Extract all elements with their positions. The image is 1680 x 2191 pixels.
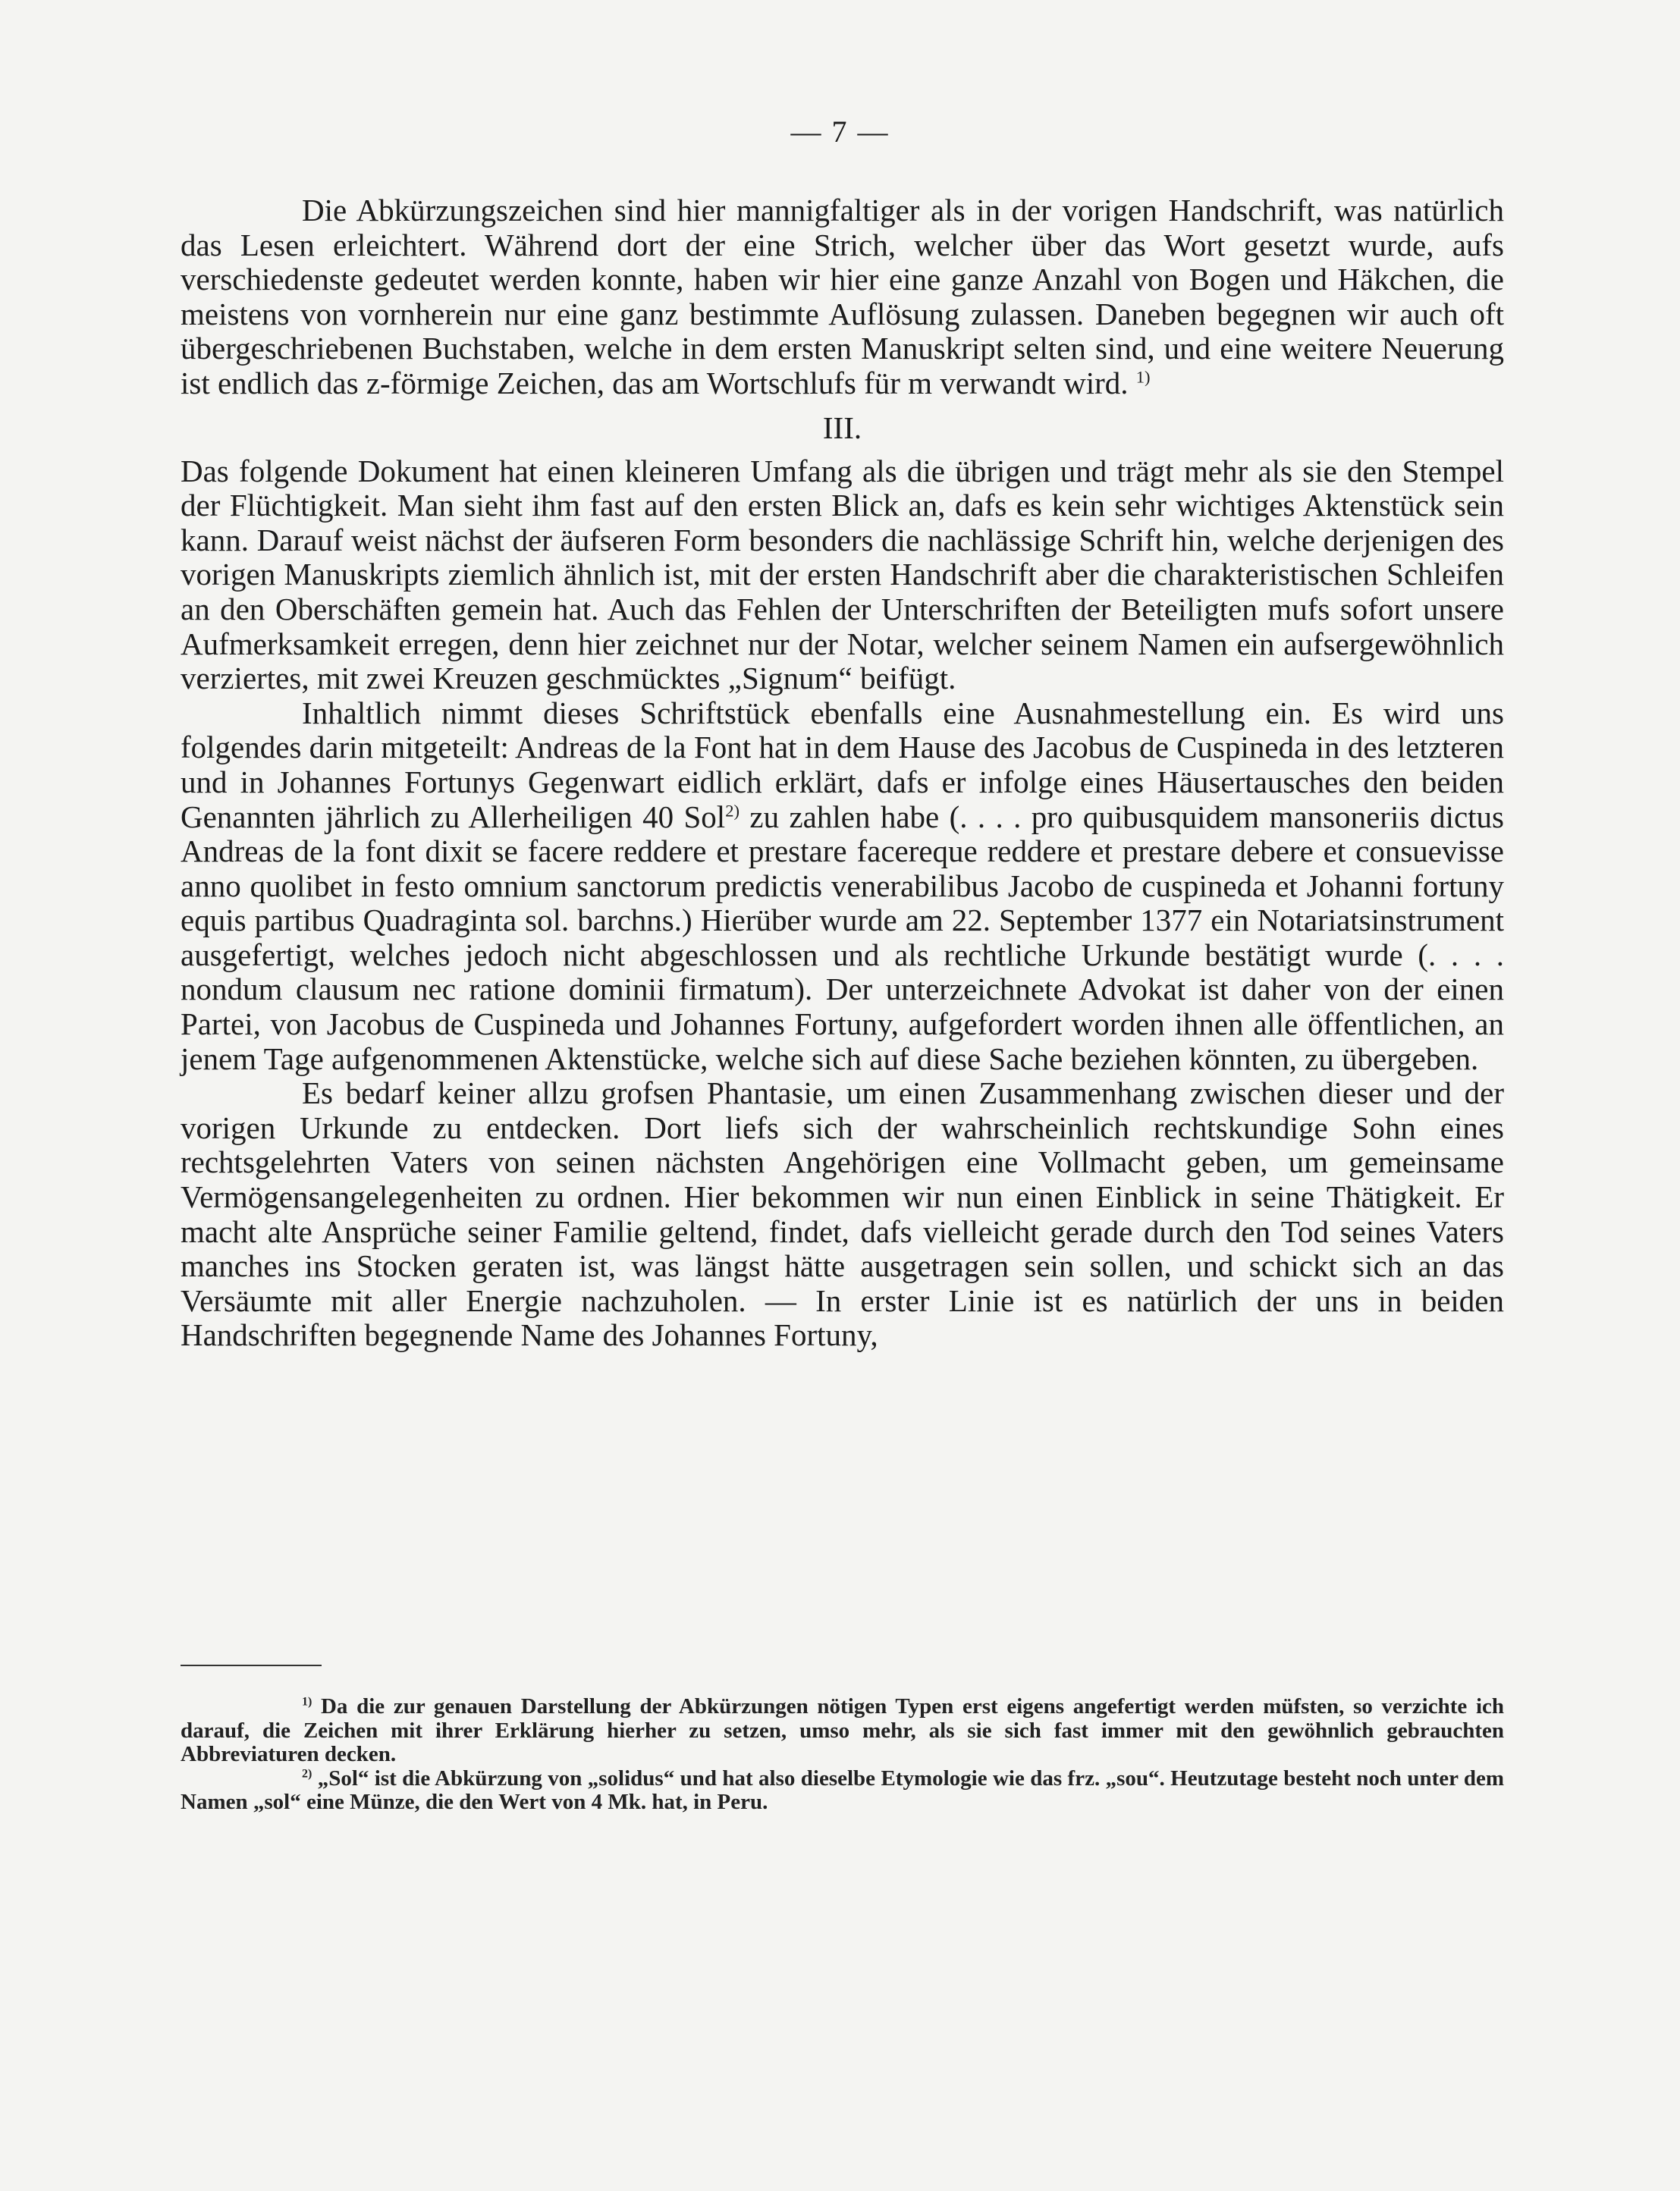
footnote-ref-2: 2) xyxy=(725,800,740,820)
footnote-2 xyxy=(181,1767,1504,1815)
footnote-mark-1: 1) xyxy=(302,1695,312,1709)
footnote-mark-2: 2) xyxy=(302,1766,312,1780)
section-heading: III. xyxy=(822,410,862,445)
footnote-1 xyxy=(181,1695,1504,1767)
main-text xyxy=(181,193,1504,1353)
footnote-divider xyxy=(181,1665,322,1666)
paragraph-text: Inhaltlich nimmt dieses Schriftstück ebenfalls eine Ausnahmestellung ein. Es wird uns folgendes darin mitgeteilt: Andreas de la Font hat in dem Hause des Jacobus de Cuspineda in des letzteren und in Johannes Fortunys Gegenwart eidlich erklärt, dafs er infolge eines Häusertausches den beiden Genannten jährlich zu Allerheiligen 40 Sol xyxy=(181,695,1504,834)
paragraph-text: zu zahlen habe (. . . . pro quibusquidem mansoneriis dictus Andreas de la font dixit se facere reddere et prestare facereque reddere et prestare debere et consuevisse anno quolibet in festo omnium sanctorum predictis venerabilibus Jacobo de cuspineda et Johanni fortuny equis partibus Quadraginta sol. barchns.) Hierüber wurde am 22. September 1377 ein Notariatsinstrument ausgefertigt, welches jedoch nicht abgeschlossen und als rechtliche Urkunde bestätigt wurde (. . . . nondum clausum nec ratione dominii firmatum). Der unterzeichnete Advokat ist daher von der einen Partei, von Jacobus de Cuspineda und Johannes Fortuny, aufgefordert worden ihnen alle öffentlichen, an jenem Tage aufgenommenen Aktenstücke, welche sich auf diese Sache beziehen könnten, zu übergeben. xyxy=(181,799,1505,1076)
footnote-text: „Sol“ ist die Abkürzung von „solidus“ und hat also dieselbe Etymologie wie das frz. „sou“. Heutzutage besteht noch unter dem Namen „sol“ eine Münze, die den Wert von 4 Mk. hat, in Peru. xyxy=(181,1766,1505,1814)
footnotes xyxy=(181,1695,1504,1815)
footnote-ref-1: 1) xyxy=(1135,367,1151,387)
paragraph-abbreviations xyxy=(181,193,1504,401)
footnote-text: Da die zur genauen Darstellung der Abkürzungen nötigen Typen erst eigens angefertigt werden müfsten, so verzichte ich darauf, die Zeichen mit ihrer Erklärung hierher zu setzen, umso mehr, als sie sich fast immer mit den gewöhnlich gebrauchten Abbreviaturen decken. xyxy=(181,1694,1505,1766)
paragraph-text: Die Abkürzungszeichen sind hier mannigfaltiger als in der vorigen Handschrift, was natürlich das Lesen erleichtert. Während dort der eine Strich, welcher über das Wort gesetzt wurde, aufs verschiedenste gedeutet werden konnte, haben wir hier eine ganze Anzahl von Bogen und Häkchen, die meistens von vornherein nur eine ganz bestimmte Auflösung zulassen. Daneben begegnen wir auch oft übergeschriebenen Buchstaben, welche in dem ersten Manuskript selten sind, und eine weitere Neuerung ist endlich das z-förmige Zeichen, das am Wortschlufs für m verwandt wird. xyxy=(181,193,1504,400)
page-number: — 7 — xyxy=(790,115,890,149)
paragraph-context: Es bedarf keiner allzu grofsen Phantasie, um einen Zusammenhang zwischen dieser und der vorigen Urkunde zu entdecken. Dort liefs sich der wahrscheinlich rechtskundige Sohn eines rechtsgelehrten Vaters von seinen nächsten Angehörigen eine Vollmacht geben, um gemeinsame Vermögensangelegenheiten zu ordnen. Hier bekommen wir nun einen Einblick in seine Thätigkeit. Er macht alte Ansprüche seiner Familie geltend, findet, dafs vielleicht gerade durch den Tod seines Vaters manches ins Stocken geraten ist, was längst hätte ausgetragen sein sollen, und schickt sich an das Versäumte mit aller Energie nachzuholen. — In erster Linie ist es natürlich der uns in beiden Handschriften begegnende Name des Johannes Fortuny, xyxy=(181,1075,1504,1353)
paragraph-document: Das folgende Dokument hat einen kleineren Umfang als die übrigen und trägt mehr als sie den Stempel der Flüchtigkeit. Man sieht ihm fast auf den ersten Blick an, dafs es kein sehr wichtiges Aktenstück sein kann. Darauf weist nächst der äufseren Form besonders die nachlässige Schrift hin, welche derjenigen des vorigen Manuskripts ziemlich ähnlich ist, mit der ersten Handschrift aber die charakteristischen Schleifen an den Oberschäften gemein hat. Auch das Fehlen der Unterschriften der Beteiligten mufs sofort unsere Aufmerksamkeit erregen, denn hier zeichnet nur der Notar, welcher seinem Namen ein aufsergewöhnlich verziertes, mit zwei Kreuzen geschmücktes „Signum“ beifügt. xyxy=(181,453,1504,696)
paragraph-content xyxy=(181,696,1504,1077)
